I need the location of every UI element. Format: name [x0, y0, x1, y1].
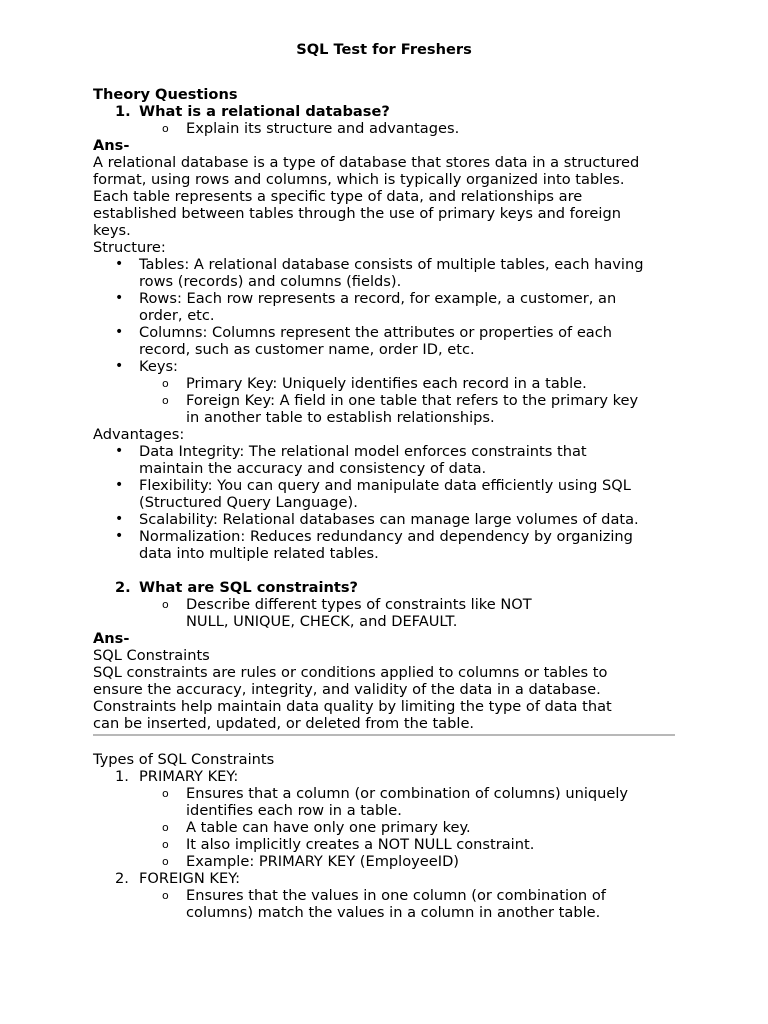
- circle-bullet-icon: o: [162, 598, 169, 611]
- question-1: [93, 103, 683, 120]
- list-item: o A table can have only one primary key.: [93, 819, 683, 836]
- circle-bullet-icon: o: [162, 838, 169, 851]
- circle-bullet-icon: o: [162, 122, 169, 135]
- bullet-icon: •: [115, 256, 124, 272]
- list-item-columns: • Columns: Columns represent the attributes or properties of each record, such as customer name, order ID, etc.: [93, 324, 683, 358]
- list-item-keys: • Keys:: [93, 358, 683, 375]
- question-2-subpoint: o Describe different types of constraints like NOT NULL, UNIQUE, CHECK, and DEFAULT.: [93, 596, 683, 630]
- question-2: [93, 579, 683, 596]
- answer-label: Ans-: [93, 137, 130, 154]
- circle-bullet-icon: o: [162, 821, 169, 834]
- answer-paragraph: SQL constraints are rules or conditions applied to columns or tables to ensure the accuracy, integrity, and validity of the data in a database. Constraints help maintain data quality by limiting the type of data that can be inserted, updated, or deleted from the table.: [93, 664, 612, 732]
- list-item-data-integrity: • Data Integrity: The relational model enforces constraints that maintain the accuracy and consistency of data.: [93, 443, 683, 477]
- circle-bullet-icon: o: [162, 394, 169, 407]
- question-1-subpoint: o Explain its structure and advantages.: [93, 120, 683, 137]
- circle-bullet-icon: o: [162, 377, 169, 390]
- spacer: [93, 562, 683, 579]
- document-title: SQL Test for Freshers: [296, 41, 472, 58]
- circle-bullet-icon: o: [162, 855, 169, 868]
- bullet-icon: •: [115, 528, 124, 544]
- list-item-scalability: • Scalability: Relational databases can manage large volumes of data.: [93, 511, 683, 528]
- constraint-primary-key: [93, 768, 683, 785]
- bullet-icon: •: [115, 511, 124, 527]
- list-item: o It also implicitly creates a NOT NULL constraint.: [93, 836, 683, 853]
- answer-label: Ans-: [93, 630, 130, 647]
- advantages-label: Advantages:: [93, 426, 185, 443]
- bullet-icon: •: [115, 443, 124, 459]
- list-item-tables: • Tables: A relational database consists of multiple tables, each having rows (records) and columns (fields).: [93, 256, 683, 290]
- list-item-normalization: • Normalization: Reduces redundancy and dependency by organizing data into multiple related tables.: [93, 528, 683, 562]
- list-item-foreign-key: o Foreign Key: A field in one table that refers to the primary key in another table to establish relationships.: [93, 392, 683, 426]
- types-heading: Types of SQL Constraints: [93, 751, 275, 768]
- document-body: [93, 86, 683, 921]
- question-number: 1.: [115, 103, 131, 120]
- list-number: 2.: [115, 870, 129, 887]
- list-number: 1.: [115, 768, 129, 785]
- bullet-icon: •: [115, 290, 124, 306]
- section-heading: Theory Questions: [93, 86, 238, 103]
- circle-bullet-icon: o: [162, 787, 169, 800]
- bullet-icon: •: [115, 358, 124, 374]
- list-item: o Example: PRIMARY KEY (EmployeeID): [93, 853, 683, 870]
- question-text: What is a relational database?: [139, 103, 390, 120]
- constraint-label: PRIMARY KEY:: [139, 768, 239, 785]
- list-item: o Ensures that a column (or combination of columns) uniquely identifies each row in a table.: [93, 785, 683, 819]
- bullet-icon: •: [115, 477, 124, 493]
- constraints-heading: SQL Constraints: [93, 647, 210, 664]
- question-text: What are SQL constraints?: [139, 579, 359, 596]
- structure-label: Structure:: [93, 239, 166, 256]
- spacer: [93, 736, 683, 751]
- circle-bullet-icon: o: [162, 889, 169, 902]
- answer-paragraph: A relational database is a type of database that stores data in a structured format, using rows and columns, which is typically organized into tables. Each table represents a specific type of data, and relationships are established between tables through the use of primary keys and foreign keys.: [93, 154, 640, 239]
- list-item-primary-key: o Primary Key: Uniquely identifies each record in a table.: [93, 375, 683, 392]
- bullet-icon: •: [115, 324, 124, 340]
- list-item: o Ensures that the values in one column (or combination of columns) match the values in a column in another table.: [93, 887, 683, 921]
- constraint-label: FOREIGN KEY:: [139, 870, 241, 887]
- list-item-flexibility: • Flexibility: You can query and manipulate data efficiently using SQL (Structured Query Language).: [93, 477, 683, 511]
- constraint-foreign-key: [93, 870, 683, 887]
- question-number: 2.: [115, 579, 131, 596]
- list-item-rows: • Rows: Each row represents a record, for example, a customer, an order, etc.: [93, 290, 683, 324]
